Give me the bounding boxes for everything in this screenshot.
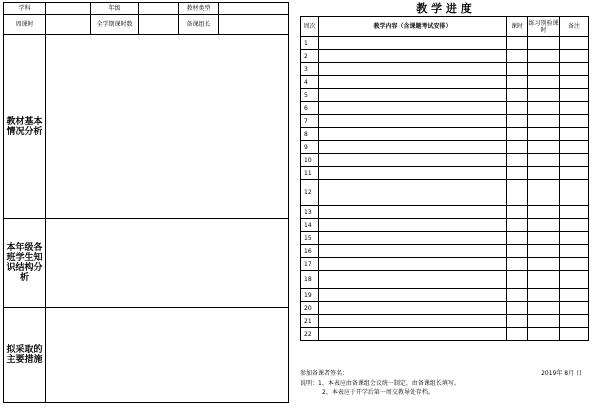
week-number: 4	[301, 76, 319, 89]
remarks-cell[interactable]	[560, 232, 589, 245]
measures-label: 拟采取的主要措施	[4, 308, 46, 403]
hours-cell[interactable]	[507, 302, 528, 315]
week-number: 17	[301, 258, 319, 271]
week-number: 15	[301, 232, 319, 245]
content-cell[interactable]	[319, 180, 507, 206]
material-analysis-area[interactable]	[46, 35, 289, 219]
table-row	[301, 115, 589, 128]
practice-cell[interactable]	[528, 89, 560, 102]
content-cell[interactable]	[319, 50, 507, 63]
table-row	[301, 128, 589, 141]
week-number: 18	[301, 271, 319, 289]
content-cell[interactable]	[319, 219, 507, 232]
practice-cell[interactable]	[528, 102, 560, 115]
content-cell[interactable]	[319, 76, 507, 89]
content-cell[interactable]	[319, 115, 507, 128]
content-cell[interactable]	[319, 245, 507, 258]
content-cell[interactable]	[319, 328, 507, 341]
table-row	[301, 76, 589, 89]
practice-cell[interactable]	[528, 258, 560, 271]
content-cell[interactable]	[319, 302, 507, 315]
header-week: 周次	[301, 17, 319, 37]
student-analysis-label: 本年级各班学生知识结构分析	[4, 219, 46, 308]
leader-label: 备课组长	[179, 15, 219, 35]
note-line-1: 说明：1、本表应由备课组会议统一制定，由备课组长填写。	[300, 380, 460, 387]
content-cell[interactable]	[319, 206, 507, 219]
table-row	[301, 50, 589, 63]
note-line-2: 2、本表应于开学后第一周交教导处存档。	[322, 389, 434, 396]
remarks-cell[interactable]	[560, 102, 589, 115]
week-number: 16	[301, 245, 319, 258]
remarks-cell[interactable]	[560, 258, 589, 271]
student-analysis-area[interactable]	[46, 219, 289, 308]
content-cell[interactable]	[319, 37, 507, 50]
practice-cell[interactable]	[528, 219, 560, 232]
practice-cell[interactable]	[528, 154, 560, 167]
remarks-cell[interactable]	[560, 154, 589, 167]
semester-hours-value[interactable]	[139, 15, 179, 35]
table-row	[301, 219, 589, 232]
content-cell[interactable]	[319, 154, 507, 167]
table-row	[301, 232, 589, 245]
week-number: 6	[301, 102, 319, 115]
hours-cell[interactable]	[507, 115, 528, 128]
content-cell[interactable]	[319, 258, 507, 271]
content-cell[interactable]	[319, 232, 507, 245]
schedule-body	[301, 37, 589, 341]
practice-cell[interactable]	[528, 289, 560, 302]
hours-cell[interactable]	[507, 63, 528, 76]
table-row	[301, 315, 589, 328]
week-number: 13	[301, 206, 319, 219]
week-number: 12	[301, 180, 319, 206]
week-number: 20	[301, 302, 319, 315]
week-number: 5	[301, 89, 319, 102]
practice-cell[interactable]	[528, 115, 560, 128]
week-number: 10	[301, 154, 319, 167]
header-hours: 课时	[507, 17, 528, 37]
content-cell[interactable]	[319, 141, 507, 154]
table-row	[301, 258, 589, 271]
subject-label: 学科	[4, 3, 46, 15]
table-row	[301, 328, 589, 341]
hours-cell[interactable]	[507, 128, 528, 141]
table-row	[301, 167, 589, 180]
practice-cell[interactable]	[528, 128, 560, 141]
signature-label: 参加备课者签名：	[300, 370, 349, 377]
hours-cell[interactable]	[507, 315, 528, 328]
practice-cell[interactable]	[528, 271, 560, 289]
remarks-cell[interactable]	[560, 302, 589, 315]
table-row	[301, 245, 589, 258]
practice-cell[interactable]	[528, 245, 560, 258]
week-number: 8	[301, 128, 319, 141]
hours-cell[interactable]	[507, 258, 528, 271]
measures-area[interactable]	[46, 308, 289, 403]
hours-cell[interactable]	[507, 89, 528, 102]
remarks-cell[interactable]	[560, 180, 589, 206]
planning-form-table	[3, 2, 289, 403]
leader-value[interactable]	[219, 15, 289, 35]
remarks-cell[interactable]	[560, 63, 589, 76]
practice-cell[interactable]	[528, 180, 560, 206]
practice-cell[interactable]	[528, 232, 560, 245]
remarks-cell[interactable]	[560, 271, 589, 289]
header-remarks: 备注	[560, 17, 589, 37]
content-cell[interactable]	[319, 289, 507, 302]
content-cell[interactable]	[319, 128, 507, 141]
remarks-cell[interactable]	[560, 37, 589, 50]
hours-cell[interactable]	[507, 232, 528, 245]
practice-cell[interactable]	[528, 315, 560, 328]
hours-cell[interactable]	[507, 141, 528, 154]
practice-cell[interactable]	[528, 37, 560, 50]
material-type-label: 教材类型	[179, 3, 219, 15]
hours-cell[interactable]	[507, 289, 528, 302]
weekly-hours-label: 周课时	[4, 15, 46, 35]
practice-cell[interactable]	[528, 76, 560, 89]
table-row	[301, 271, 589, 289]
table-row	[301, 302, 589, 315]
hours-cell[interactable]	[507, 167, 528, 180]
remarks-cell[interactable]	[560, 89, 589, 102]
remarks-cell[interactable]	[560, 206, 589, 219]
grade-label: 年级	[91, 3, 139, 15]
subject-value[interactable]	[46, 3, 91, 15]
remarks-cell[interactable]	[560, 245, 589, 258]
content-cell[interactable]	[319, 89, 507, 102]
practice-cell[interactable]	[528, 167, 560, 180]
grade-value[interactable]	[139, 3, 179, 15]
hours-cell[interactable]	[507, 37, 528, 50]
practice-cell[interactable]	[528, 328, 560, 341]
practice-cell[interactable]	[528, 141, 560, 154]
material-type-value[interactable]	[219, 3, 289, 15]
hours-cell[interactable]	[507, 76, 528, 89]
remarks-cell[interactable]	[560, 141, 589, 154]
hours-cell[interactable]	[507, 206, 528, 219]
practice-cell[interactable]	[528, 50, 560, 63]
week-number: 22	[301, 328, 319, 341]
table-row	[301, 154, 589, 167]
table-row	[301, 63, 589, 76]
hours-cell[interactable]	[507, 102, 528, 115]
week-number: 14	[301, 219, 319, 232]
hours-cell[interactable]	[507, 154, 528, 167]
table-row	[301, 141, 589, 154]
week-number: 21	[301, 315, 319, 328]
schedule-title: 教 学 进 度	[416, 2, 472, 15]
week-number: 11	[301, 167, 319, 180]
week-number: 2	[301, 50, 319, 63]
header-practice: 练习别验课时	[528, 17, 560, 37]
table-row	[301, 180, 589, 206]
remarks-cell[interactable]	[560, 115, 589, 128]
remarks-cell[interactable]	[560, 289, 589, 302]
semester-hours-label: 全学期课时数	[91, 15, 139, 35]
table-row	[301, 37, 589, 50]
remarks-cell[interactable]	[560, 219, 589, 232]
practice-cell[interactable]	[528, 206, 560, 219]
table-row	[301, 102, 589, 115]
content-cell[interactable]	[319, 271, 507, 289]
remarks-cell[interactable]	[560, 128, 589, 141]
remarks-cell[interactable]	[560, 167, 589, 180]
week-number: 1	[301, 37, 319, 50]
hours-cell[interactable]	[507, 180, 528, 206]
week-number: 7	[301, 115, 319, 128]
practice-cell[interactable]	[528, 63, 560, 76]
material-analysis-label: 教材基本情况分析	[4, 35, 46, 219]
content-cell[interactable]	[319, 63, 507, 76]
signature-line	[300, 370, 588, 378]
practice-cell[interactable]	[528, 302, 560, 315]
content-cell[interactable]	[319, 102, 507, 115]
table-row	[301, 289, 589, 302]
table-row	[301, 89, 589, 102]
week-number: 3	[301, 63, 319, 76]
remarks-cell[interactable]	[560, 328, 589, 341]
remarks-cell[interactable]	[560, 50, 589, 63]
schedule-table	[300, 16, 589, 341]
hours-cell[interactable]	[507, 50, 528, 63]
remarks-cell[interactable]	[560, 315, 589, 328]
hours-cell[interactable]	[507, 245, 528, 258]
content-cell[interactable]	[319, 315, 507, 328]
week-number: 19	[301, 289, 319, 302]
hours-cell[interactable]	[507, 219, 528, 232]
hours-cell[interactable]	[507, 328, 528, 341]
table-row	[301, 206, 589, 219]
week-number: 9	[301, 141, 319, 154]
date-text: 2019年 8月 日	[541, 370, 582, 377]
content-cell[interactable]	[319, 167, 507, 180]
header-content: 教学内容（含课题考试安排）	[319, 17, 507, 37]
weekly-hours-value[interactable]	[46, 15, 91, 35]
hours-cell[interactable]	[507, 271, 528, 289]
remarks-cell[interactable]	[560, 76, 589, 89]
